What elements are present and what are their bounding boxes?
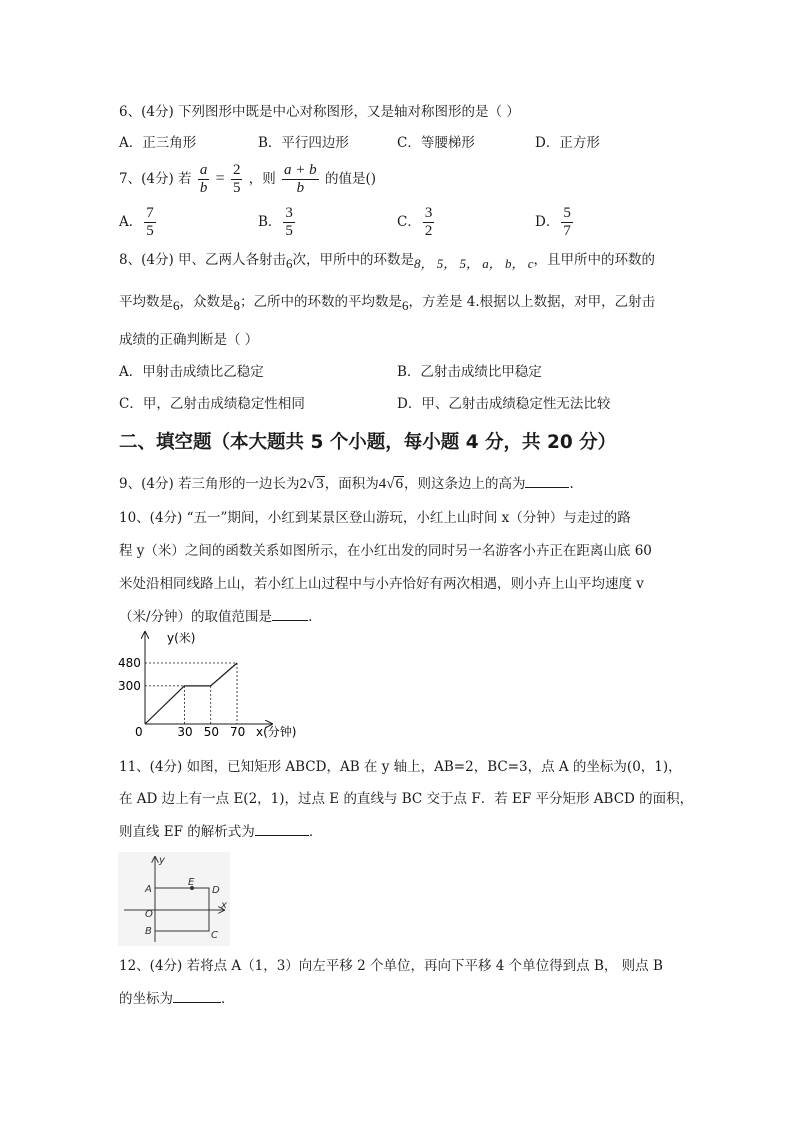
label-o: O bbox=[145, 909, 153, 920]
q12-line2: 的坐标为 ． bbox=[119, 988, 235, 1008]
label-d: D bbox=[212, 885, 220, 896]
q9-answer-blank[interactable] bbox=[525, 473, 569, 488]
q12-line1: 12、(4分) 若将点 A（1，3）向左平移 2 个单位，再向下平移 4 个单位得到点 B， 则点 B bbox=[119, 958, 663, 974]
q9-stem: 9、(4分) 若三角形的一边长为2√3，面积为4√6，则这条边上的高为 . bbox=[119, 473, 574, 493]
x-tick-0: 0 bbox=[135, 725, 143, 739]
q8-option-a[interactable]: A．甲射击成绩比乙稳定 bbox=[119, 364, 264, 380]
q10-distance-time-chart bbox=[112, 628, 297, 743]
q10-line2: 程 y（米）之间的函数关系如图所示，在小红出发的同时另一名游客小卉正在距离山底 60 bbox=[119, 543, 652, 559]
q10-line3: 米处沿相同线路上山，若小红上山过程中与小卉恰好有两次相遇，则小卉上山平均速度 v bbox=[119, 576, 644, 592]
label-a: A bbox=[145, 884, 152, 895]
q7-frac-aplusb-over-b: $\frac{a + b}{b}$ bbox=[284, 162, 317, 196]
q7-stem: 7、(4分) 若 $\frac{a}{b}$ = $\frac{2}{5}$ ，则 $\frac{a + b}{b}$ 的值是() bbox=[119, 162, 376, 196]
q10-line1: 10、(4分) “五一”期间，小红到某景区登山游玩，小红上山时间 x（分钟）与走过的路 bbox=[119, 510, 631, 526]
q11-rectangle-figure bbox=[118, 852, 230, 946]
label-b: B bbox=[145, 926, 152, 937]
q8-option-d[interactable]: D．甲、乙射击成绩稳定性无法比较 bbox=[397, 396, 611, 412]
x-tick-70: 70 bbox=[230, 725, 246, 739]
label-c: C bbox=[211, 930, 218, 941]
q7-option-d[interactable]: D． $\frac{5}{7}$ bbox=[535, 205, 571, 239]
y-axis-label: y(米) bbox=[167, 631, 196, 645]
x-axis-label: x(分钟) bbox=[256, 725, 297, 739]
q8-line2: 平均数是6，众数是8；乙所中的环数的平均数是6，方差是 4.根据以上数据，对甲，乙射击 bbox=[119, 294, 656, 313]
q6-stem: 6、(4分) 下列图形中既是中心对称图形，又是轴对称图形的是（ ） bbox=[119, 104, 520, 120]
q7-option-b[interactable]: B． $\frac{3}{5}$ bbox=[258, 205, 293, 239]
q11-line2: 在 AD 边上有一点 E(2，1)，过点 E 的直线与 BC 交于点 F．若 EF 平分矩形 ABCD 的面积， bbox=[119, 791, 694, 807]
q8-line1: 8、(4分) 甲、乙两人各射击6次，甲所中的环数是8， 5， 5， a， b， c，且甲所中的环数的 bbox=[119, 252, 656, 271]
x-tick-50: 50 bbox=[203, 725, 219, 739]
series-line bbox=[145, 663, 237, 724]
q8-line3: 成绩的正确判断是（ ） bbox=[119, 332, 259, 348]
q6-option-b[interactable]: B．平行四边形 bbox=[258, 135, 349, 151]
label-x: x bbox=[221, 900, 227, 911]
q11-answer-blank[interactable] bbox=[255, 821, 309, 836]
y-tick-480: 480 bbox=[118, 656, 141, 670]
q8-option-c[interactable]: C．甲，乙射击成绩稳定性相同 bbox=[119, 396, 305, 412]
q6-option-c[interactable]: C．等腰梯形 bbox=[397, 135, 475, 151]
q8-option-b[interactable]: B．乙射击成绩比甲稳定 bbox=[397, 364, 542, 380]
q11-line3: 则直线 EF 的解析式为 ． bbox=[119, 821, 322, 841]
q11-line1: 11、(4分) 如图，已知矩形 ABCD，AB 在 y 轴上，AB=2，BC=3，点 A 的坐标为(0，1)， bbox=[119, 759, 682, 775]
q7-option-c[interactable]: C． $\frac{3}{2}$ bbox=[397, 205, 433, 239]
label-e: E bbox=[188, 877, 195, 888]
q6-option-d[interactable]: D．正方形 bbox=[535, 135, 600, 151]
q10-line4: （米/分钟）的取值范围是 . bbox=[119, 606, 312, 626]
label-y: y bbox=[159, 855, 165, 866]
q7-frac-2-over-5: $\frac{2}{5}$ bbox=[232, 162, 241, 196]
q12-answer-blank[interactable] bbox=[173, 988, 221, 1003]
q10-answer-blank[interactable] bbox=[272, 606, 308, 621]
x-tick-30: 30 bbox=[177, 725, 193, 739]
q6-option-a[interactable]: A．正三角形 bbox=[119, 135, 197, 151]
q7-frac-a-over-b: $\frac{a}{b}$ bbox=[199, 162, 208, 196]
section-title-fill-in: 二、填空题（本大题共 5 个小题，每小题 4 分，共 20 分） bbox=[119, 432, 617, 453]
q7-option-a[interactable]: A． $\frac{7}{5}$ bbox=[119, 205, 154, 239]
y-tick-300: 300 bbox=[118, 678, 141, 693]
